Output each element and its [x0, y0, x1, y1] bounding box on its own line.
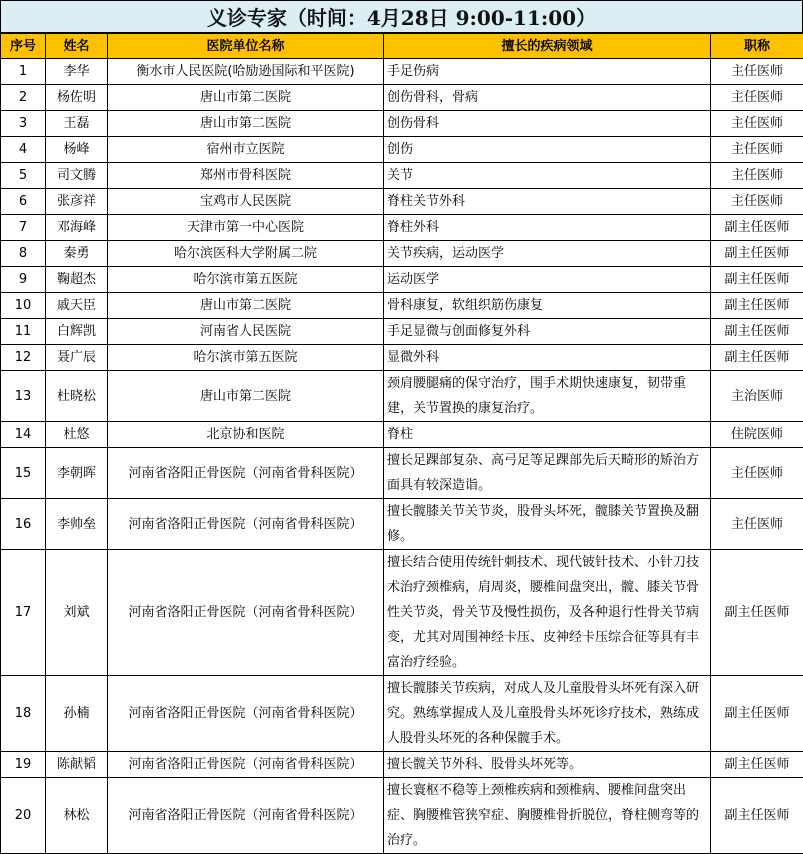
- cell-name: 李帅垒: [46, 499, 108, 550]
- header-specialty: 擅长的疾病领域: [384, 34, 711, 59]
- cell-name: 杜晓松: [46, 371, 108, 422]
- cell-rank: 主任医师: [711, 189, 803, 215]
- header-no: 序号: [1, 34, 46, 59]
- cell-hospital: 唐山市第二医院: [108, 293, 384, 319]
- cell-name: 白辉凯: [46, 319, 108, 345]
- header-name: 姓名: [46, 34, 108, 59]
- cell-rank: 主任医师: [711, 111, 803, 137]
- table-row: [1, 550, 803, 676]
- table-row: [1, 241, 803, 267]
- cell-name: 王磊: [46, 111, 108, 137]
- cell-rank: 副主任医师: [711, 215, 803, 241]
- cell-hospital: 河南省洛阳正骨医院（河南省骨科医院）: [108, 778, 384, 854]
- cell-hospital: 郑州市骨科医院: [108, 163, 384, 189]
- cell-hospital: 河南省洛阳正骨医院（河南省骨科医院）: [108, 752, 384, 778]
- cell-specialty: 创伤骨科: [384, 111, 711, 137]
- cell-rank: 副主任医师: [711, 267, 803, 293]
- table-row: [1, 676, 803, 752]
- table-row: [1, 752, 803, 778]
- cell-specialty: 擅长寰枢不稳等上颈椎疾病和颈椎病、腰椎间盘突出症、胸腰椎管狭窄症、胸腰椎骨折脱位，脊柱侧弯等的治疗。: [384, 778, 711, 854]
- header-row: [1, 34, 803, 59]
- cell-specialty: 创伤骨科，骨病: [384, 85, 711, 111]
- cell-hospital: 河南省洛阳正骨医院（河南省骨科医院）: [108, 448, 384, 499]
- table-row: [1, 59, 803, 85]
- table-row: [1, 163, 803, 189]
- cell-no: 3: [1, 111, 46, 137]
- cell-hospital: 宝鸡市人民医院: [108, 189, 384, 215]
- table-row: [1, 371, 803, 422]
- cell-specialty: 关节: [384, 163, 711, 189]
- cell-name: 林松: [46, 778, 108, 854]
- cell-hospital: 河南省洛阳正骨医院（河南省骨科医院）: [108, 499, 384, 550]
- cell-name: 李朝晖: [46, 448, 108, 499]
- cell-no: 15: [1, 448, 46, 499]
- cell-name: 张彦祥: [46, 189, 108, 215]
- table-row: [1, 215, 803, 241]
- cell-no: 13: [1, 371, 46, 422]
- page-title: [0, 0, 803, 33]
- cell-rank: 副主任医师: [711, 293, 803, 319]
- cell-hospital: 哈尔滨市第五医院: [108, 345, 384, 371]
- cell-hospital: 衡水市人民医院(哈励逊国际和平医院): [108, 59, 384, 85]
- cell-specialty: 脊柱外科: [384, 215, 711, 241]
- cell-no: 16: [1, 499, 46, 550]
- table-row: [1, 448, 803, 499]
- cell-hospital: 天津市第一中心医院: [108, 215, 384, 241]
- cell-rank: 主任医师: [711, 499, 803, 550]
- cell-rank: 主任医师: [711, 137, 803, 163]
- cell-specialty: 骨科康复，软组织筋伤康复: [384, 293, 711, 319]
- table-row: [1, 189, 803, 215]
- cell-name: 杜悠: [46, 422, 108, 448]
- cell-name: 邓海峰: [46, 215, 108, 241]
- table-row: [1, 267, 803, 293]
- cell-no: 10: [1, 293, 46, 319]
- table-row: [1, 137, 803, 163]
- cell-no: 7: [1, 215, 46, 241]
- cell-specialty: 手足显微与创面修复外科: [384, 319, 711, 345]
- cell-rank: 副主任医师: [711, 550, 803, 676]
- cell-rank: 副主任医师: [711, 752, 803, 778]
- table-row: [1, 422, 803, 448]
- cell-no: 6: [1, 189, 46, 215]
- cell-rank: 主任医师: [711, 85, 803, 111]
- cell-specialty: 擅长髋膝关节疾病，对成人及儿童股骨头坏死有深入研究。熟练掌握成人及儿童股骨头坏死诊疗技术，熟练成人股骨头坏死的各种保髋手术。: [384, 676, 711, 752]
- cell-name: 聂广辰: [46, 345, 108, 371]
- cell-rank: 副主任医师: [711, 778, 803, 854]
- cell-name: 刘斌: [46, 550, 108, 676]
- cell-specialty: 脊柱关节外科: [384, 189, 711, 215]
- cell-no: 20: [1, 778, 46, 854]
- cell-name: 鞠超杰: [46, 267, 108, 293]
- cell-rank: 副主任医师: [711, 241, 803, 267]
- cell-no: 1: [1, 59, 46, 85]
- cell-hospital: 哈尔滨市第五医院: [108, 267, 384, 293]
- cell-hospital: 唐山市第二医院: [108, 111, 384, 137]
- cell-specialty: 显微外科: [384, 345, 711, 371]
- cell-no: 8: [1, 241, 46, 267]
- header-hospital: 医院单位名称: [108, 34, 384, 59]
- table-row: [1, 293, 803, 319]
- cell-hospital: 宿州市立医院: [108, 137, 384, 163]
- cell-no: 11: [1, 319, 46, 345]
- cell-specialty: 擅长足踝部复杂、高弓足等足踝部先后天畸形的矫治方面具有较深造诣。: [384, 448, 711, 499]
- cell-specialty: 手足伤病: [384, 59, 711, 85]
- cell-hospital: 河南省洛阳正骨医院（河南省骨科医院）: [108, 676, 384, 752]
- cell-name: 杨佐明: [46, 85, 108, 111]
- cell-no: 17: [1, 550, 46, 676]
- cell-specialty: 颈肩腰腿痛的保守治疗，围手术期快速康复，韧带重建，关节置换的康复治疗。: [384, 371, 711, 422]
- cell-hospital: 北京协和医院: [108, 422, 384, 448]
- cell-no: 18: [1, 676, 46, 752]
- cell-rank: 住院医师: [711, 422, 803, 448]
- header-rank: 职称: [711, 34, 803, 59]
- cell-hospital: 哈尔滨医科大学附属二院: [108, 241, 384, 267]
- title-main: 义诊专家: [207, 2, 287, 31]
- expert-table: [0, 33, 803, 854]
- table-row: [1, 85, 803, 111]
- table-row: [1, 778, 803, 854]
- cell-specialty: 擅长髋关节外科、股骨头坏死等。: [384, 752, 711, 778]
- cell-specialty: 脊柱: [384, 422, 711, 448]
- cell-name: 陈献韬: [46, 752, 108, 778]
- cell-rank: 副主任医师: [711, 676, 803, 752]
- title-time: （时间：4月28日 9:00-11:00）: [287, 2, 596, 31]
- cell-no: 19: [1, 752, 46, 778]
- cell-specialty: 擅长髋膝关节关节炎，股骨头坏死，髋膝关节置换及翻修。: [384, 499, 711, 550]
- cell-name: 孙楠: [46, 676, 108, 752]
- cell-no: 2: [1, 85, 46, 111]
- cell-no: 12: [1, 345, 46, 371]
- cell-name: 杨峰: [46, 137, 108, 163]
- cell-rank: 副主任医师: [711, 345, 803, 371]
- cell-rank: 副主任医师: [711, 319, 803, 345]
- cell-specialty: 擅长结合使用传统针刺技术、现代铍针技术、小针刀技术治疗颈椎病，肩周炎，腰椎间盘突出，髋、膝关节骨性关节炎，骨关节及慢性损伤，及各种退行性骨关节病变，尤其对周围神经卡压、皮神经卡压综合征等具有丰富治疗经验。: [384, 550, 711, 676]
- cell-name: 李华: [46, 59, 108, 85]
- cell-no: 5: [1, 163, 46, 189]
- cell-hospital: 唐山市第二医院: [108, 371, 384, 422]
- cell-no: 9: [1, 267, 46, 293]
- cell-rank: 主任医师: [711, 448, 803, 499]
- cell-no: 4: [1, 137, 46, 163]
- cell-rank: 主治医师: [711, 371, 803, 422]
- cell-rank: 主任医师: [711, 163, 803, 189]
- cell-specialty: 关节疾病，运动医学: [384, 241, 711, 267]
- cell-name: 戚天臣: [46, 293, 108, 319]
- table-row: [1, 111, 803, 137]
- table-row: [1, 345, 803, 371]
- cell-no: 14: [1, 422, 46, 448]
- cell-hospital: 河南省洛阳正骨医院（河南省骨科医院）: [108, 550, 384, 676]
- table-row: [1, 499, 803, 550]
- cell-rank: 主任医师: [711, 59, 803, 85]
- cell-hospital: 河南省人民医院: [108, 319, 384, 345]
- table-row: [1, 319, 803, 345]
- cell-specialty: 创伤: [384, 137, 711, 163]
- cell-hospital: 唐山市第二医院: [108, 85, 384, 111]
- cell-name: 司文腾: [46, 163, 108, 189]
- cell-name: 秦勇: [46, 241, 108, 267]
- cell-specialty: 运动医学: [384, 267, 711, 293]
